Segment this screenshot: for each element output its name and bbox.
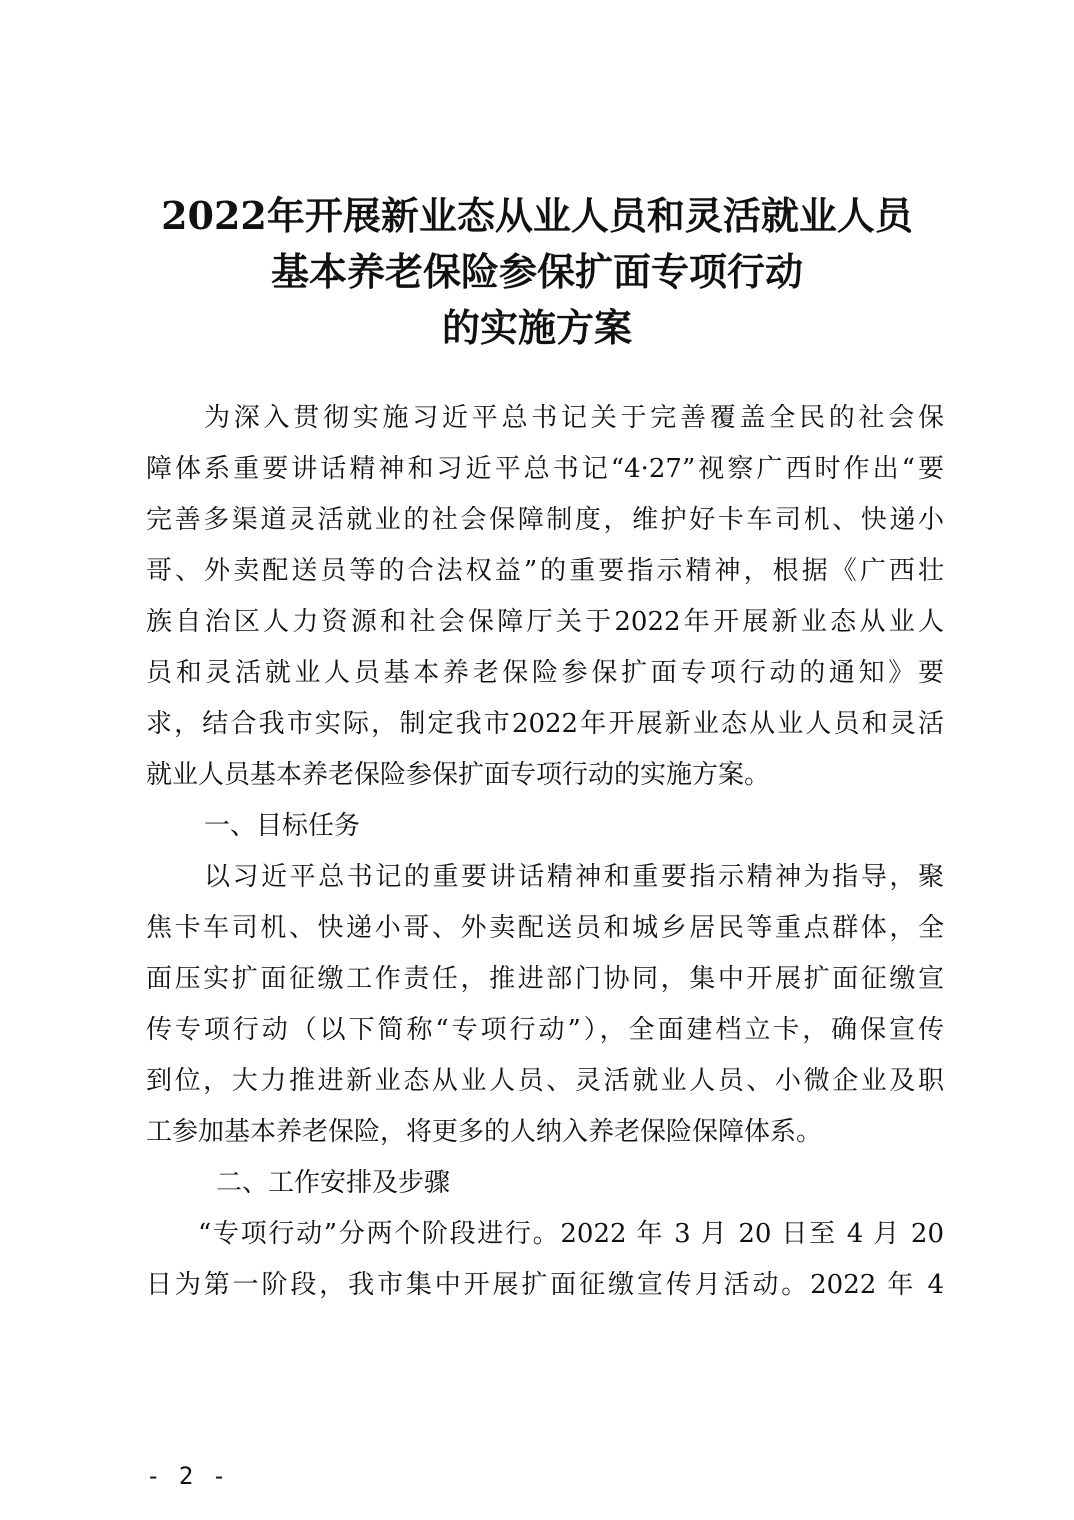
document-body bbox=[146, 393, 944, 1311]
text-line: 障体系重要讲话精神和习近平总书记“4·27”视察广西时作出“要 bbox=[146, 454, 944, 484]
title-line-2: 基本养老保险参保扩面专项行动 bbox=[270, 249, 803, 294]
page-number: - 2 - bbox=[146, 1462, 229, 1490]
text-line: 哥、外卖配送员等的合法权益”的重要指示精神，根据《广西壮 bbox=[146, 556, 944, 586]
text-line: 传专项行动（以下简称“专项行动”），全面建档立卡，确保宣传 bbox=[146, 1015, 944, 1045]
schedule-paragraph bbox=[146, 1209, 944, 1311]
intro-paragraph bbox=[146, 393, 944, 801]
section-heading-goals: 一、目标任务 bbox=[204, 811, 361, 841]
text-line: 面压实扩面征缴工作责任，推进部门协同，集中开展扩面征缴宣 bbox=[146, 964, 944, 994]
title-line-1: 2022年开展新业态从业人员和灵活就业人员 bbox=[161, 193, 913, 238]
title-line-3: 的实施方案 bbox=[441, 305, 632, 350]
text-line: 日为第一阶段，我市集中开展扩面征缴宣传月活动。2022 年 4 bbox=[146, 1270, 944, 1300]
text-line: 工参加基本养老保险，将更多的人纳入养老保险保障体系。 bbox=[146, 1117, 823, 1147]
text-line: 为深入贯彻实施习近平总书记关于完善覆盖全民的社会保 bbox=[204, 403, 944, 433]
text-line: 族自治区人力资源和社会保障厅关于2022年开展新业态从业人 bbox=[146, 607, 944, 637]
text-line: 就业人员基本养老保险参保扩面专项行动的实施方案。 bbox=[146, 760, 771, 790]
document-title bbox=[0, 188, 1074, 356]
goals-paragraph bbox=[146, 852, 944, 1158]
section-heading-schedule: 二、工作安排及步骤 bbox=[216, 1168, 451, 1198]
text-line: 焦卡车司机、快递小哥、外卖配送员和城乡居民等重点群体，全 bbox=[146, 913, 944, 943]
text-line: 求，结合我市实际，制定我市2022年开展新业态从业人员和灵活 bbox=[146, 709, 944, 739]
text-line: “专项行动”分两个阶段进行。2022 年 3 月 20 日至 4 月 20 bbox=[198, 1219, 944, 1249]
text-line: 到位，大力推进新业态从业人员、灵活就业人员、小微企业及职 bbox=[146, 1066, 944, 1096]
text-line: 完善多渠道灵活就业的社会保障制度，维护好卡车司机、快递小 bbox=[146, 505, 944, 535]
text-line: 员和灵活就业人员基本养老保险参保扩面专项行动的通知》要 bbox=[146, 658, 944, 688]
text-line: 以习近平总书记的重要讲话精神和重要指示精神为指导，聚 bbox=[204, 862, 944, 892]
